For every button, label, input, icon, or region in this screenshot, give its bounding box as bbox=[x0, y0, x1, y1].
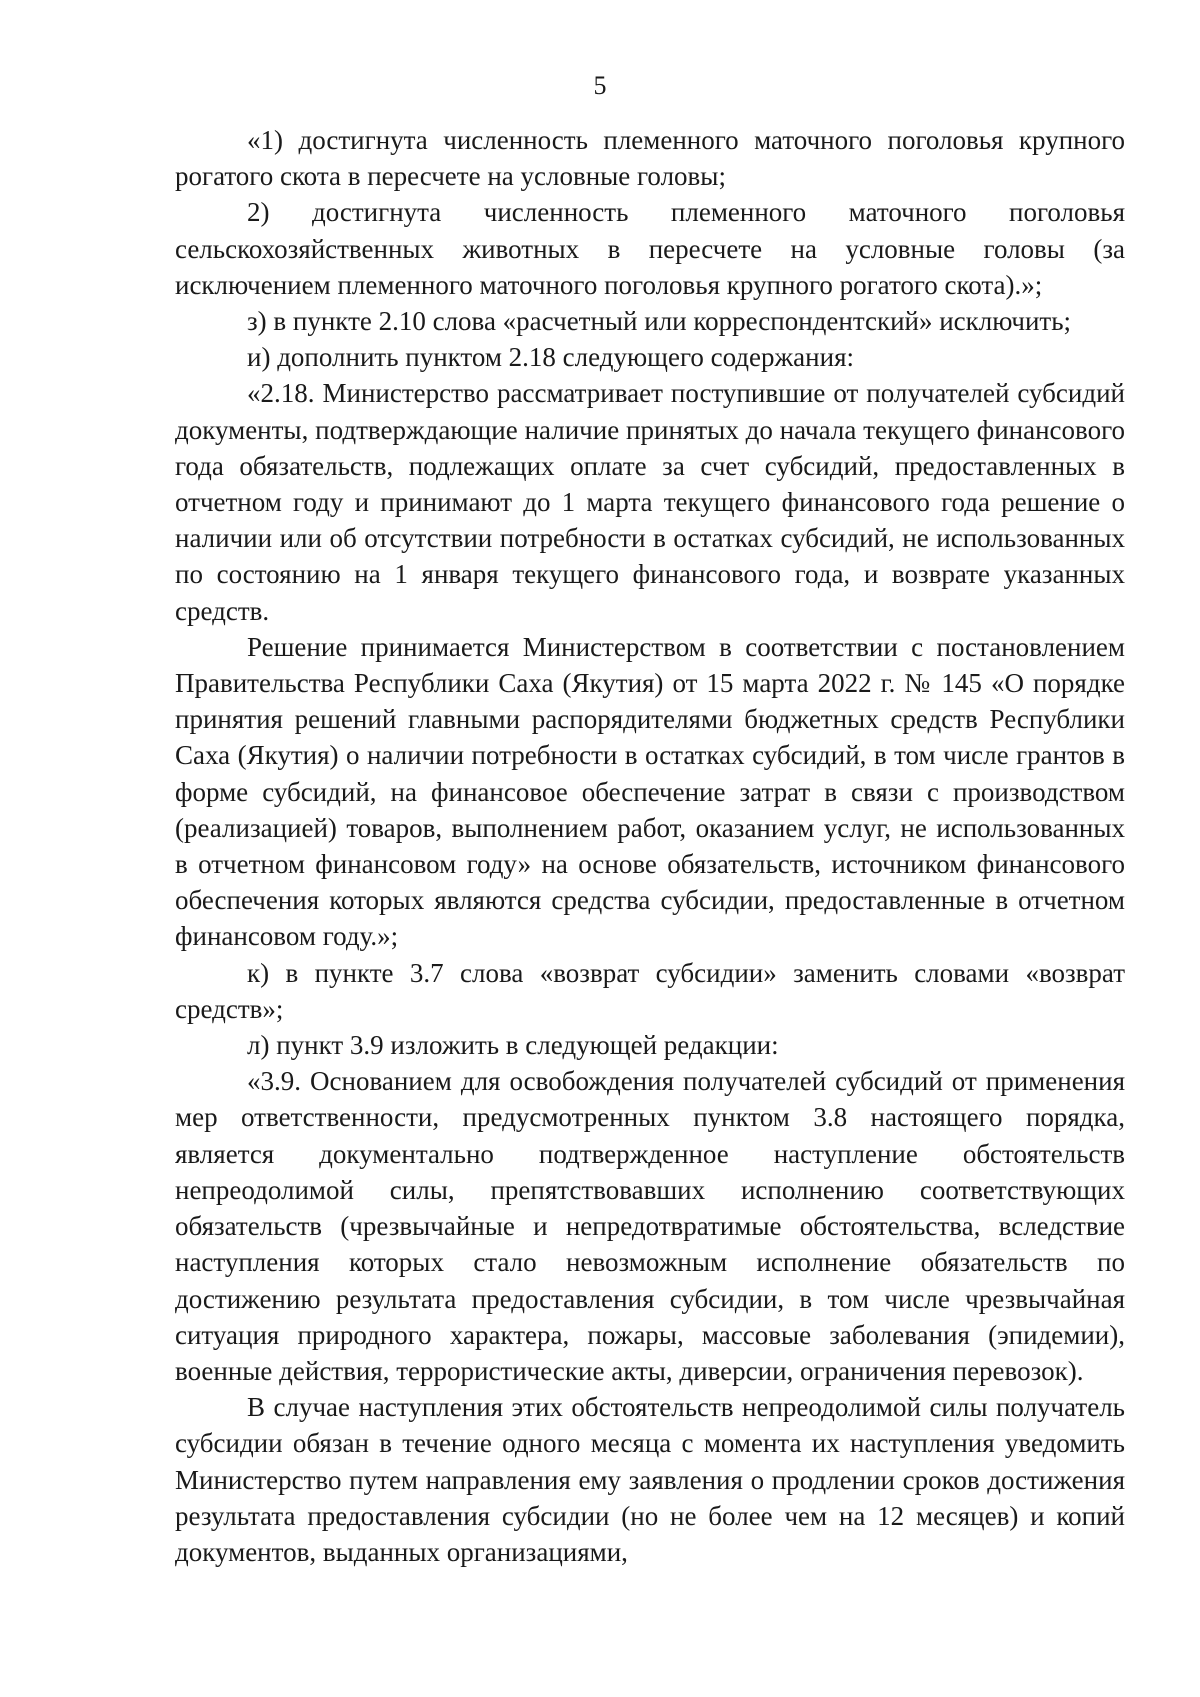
paragraph-8: л) пункт 3.9 изложить в следующей редакции: bbox=[247, 1030, 779, 1061]
paragraph-1: «1) достигнута численность племенного маточного поголовья крупного рогатого скота в пересчете на условные головы; bbox=[175, 125, 1125, 192]
paragraph-4: и) дополнить пунктом 2.18 следующего содержания: bbox=[247, 342, 854, 373]
paragraph-9: «3.9. Основанием для освобождения получателей субсидий от применения мер ответственности, предусмотренных пунктом 3.8 настоящего порядка, является документально подтвержденное наступление обстоятельств непреодолимой силы, препятствовавших исполнению соответствующих обязательств (чрезвычайные и непредотвратимые обстоятельства, вследствие наступления которых стало невозможным исполнение обязательств по достижению результата предоставления субсидии, в том числе чрезвычайная ситуация природного характера, пожары, массовые заболевания (эпидемии), военные действия, террористические акты, диверсии, ограничения перевозок). bbox=[175, 1066, 1125, 1386]
page-number: 5 bbox=[593, 71, 607, 100]
paragraph-2: 2) достигнута численность племенного маточного поголовья сельскохозяйственных животных в пересчете на условные головы (за исключением племенного маточного поголовья крупного рогатого скота).»; bbox=[175, 197, 1125, 300]
paragraph-10: В случае наступления этих обстоятельств непреодолимой силы получатель субсидии обязан в течение одного месяца с момента их наступления уведомить Министерство путем направления ему заявления о продлении сроков достижения результата предоставления субсидии (но не более чем на 12 месяцев) и копий документов, выданных организациями, bbox=[175, 1392, 1125, 1567]
paragraph-6: Решение принимается Министерством в соответствии с постановлением Правительства Республики Саха (Якутия) от 15 марта 2022 г. № 145 «О порядке принятия решений главными распорядителями бюджетных средств Республики Саха (Якутия) о наличии потребности в остатках субсидий, в том числе грантов в форме субсидий, на финансовое обеспечение затрат в связи с производством (реализацией) товаров, выполнением работ, оказанием услуг, не использованных в отчетном финансовом году» на основе обязательств, источником финансового обеспечения которых являются средства субсидии, предоставленные в отчетном финансовом году.»; bbox=[175, 631, 1125, 952]
paragraph-7: к) в пункте 3.7 слова «возврат субсидии» заменить словами «возврат средств»; bbox=[175, 957, 1125, 1024]
paragraph-5: «2.18. Министерство рассматривает поступившие от получателей субсидий документы, подтверждающие наличие принятых до начала текущего финансового года обязательств, подлежащих оплате за счет субсидий, предоставленных в отчетном году и принимают до 1 марта текущего финансового года решение о наличии или об отсутствии потребности в остатках субсидий, не использованных по состоянию на 1 января текущего финансового года, и возврате указанных средств. bbox=[175, 378, 1125, 626]
document-body bbox=[175, 122, 1125, 1570]
paragraph-3: з) в пункте 2.10 слова «расчетный или корреспондентский» исключить; bbox=[247, 306, 1072, 337]
